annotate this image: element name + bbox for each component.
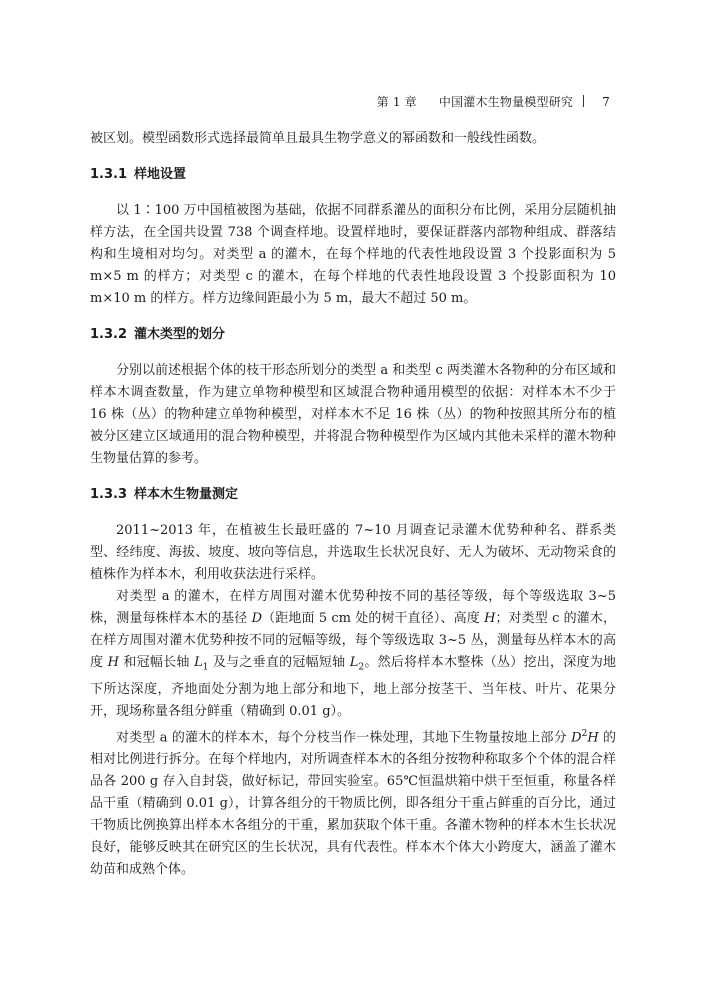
intro-paragraph: 被区划。模型函数形式选择最简单且最具生物学意义的幂函数和一般线性函数。 (90, 131, 546, 146)
header-separator (583, 95, 584, 107)
header-chapter: 第 1 章 (376, 95, 417, 109)
main-content (90, 128, 616, 881)
header-book-title: 中国灌木生物量模型研究 (438, 95, 574, 109)
section-heading-1-3-1 (90, 164, 616, 186)
section-number: 1.3.3 (90, 487, 128, 502)
paragraph-type-a-c-measurement: 对类型 a 的灌木，在样方周围对灌木优势种按不同的基径等级，每个等级选取 3~5 株，测量每株样本木的基径 D（距地面 5 cm 处的树干直径）、高度 H；对类型 c 的灌木，在样方周围对灌木优势种按不同的冠幅等级，每个等级选取 3~5 丛，测量每丛样本木的高度 H 和冠幅长轴 $L_1$ 及与之垂直的冠幅短轴 $L_2$。然后将样本木整株（丛）挖出，深度为地下所达深度，齐地面处分割为地上部分和地下，地上部分按茎干、当年枝、叶片、花果分开，现场称量各组分鲜重（精确到 0.01 g）。 (90, 589, 617, 719)
section-heading-1-3-2 (90, 324, 616, 346)
running-header (90, 93, 610, 110)
paragraph-survey-period: 2011~2013 年，在植被生长最旺盛的 7~10 月调查记录灌木优势种种名、群系类型、经纬度、海拔、坡度、坡向等信息，并选取生长状况良好、无人为破坏、无动物采食的植株作为样本木，利用收获法进行采样。 (90, 523, 616, 582)
paragraph-shrub-types: 分别以前述根据个体的枝干形态所划分的类型 a 和类型 c 两类灌木各物种的分布区域和样本木调查数量，作为建立单物种模型和区域混合物种通用模型的依据：对样本木不少于 16 株（丛）的物种建立单物种模型，对样本木不足 16 株（丛）的物种按照其所分布的植被分区建立区域通用的混合物种模型，并将混合物种模型作为区域内其他未采样的灌木物种生物量估算的参考。 (90, 363, 616, 466)
section-heading-1-3-3 (90, 484, 616, 506)
section-number: 1.3.1 (90, 167, 128, 182)
section-title: 灌木类型的划分 (134, 327, 226, 342)
paragraph-biomass-lab: 对类型 a 的灌木的样本木，每个分枝当作一株处理，其地下生物量按地上部分 $D^2H$ 的相对比例进行拆分。在每个样地内，对所调查样本木的各组分按物种称取多个个体的混合样品各 200 g 存入自封袋，做好标记，带回实验室。65℃恒温烘箱中烘干至恒重，称量各样品干重（精确到 0.01 g），计算各组分的干物质比例，即各组分干重占鲜重的百分比，通过干物质比例换算出样本木各组分的干重，累加获取个体干重。各灌木物种的样本木生长状况良好，能够反映其在研究区的生长状况，具有代表性。样本木个体大小跨度大，涵盖了灌木幼苗和成熟个体。 (90, 728, 616, 877)
paragraph-sample-plot: 以 1∶100 万中国植被图为基础，依据不同群系灌丛的面积分布比例，采用分层随机抽样方法，在全国共设置 738 个调查样地。设置样地时，要保证群落内部物种组成、群落结构和生境相对均匀。对类型 a 的灌木，在每个样地的代表性地段设置 3 个投影面积为 5 m×5 m 的样方；对类型 c 的灌木，在每个样地的代表性地段设置 3 个投影面积为 10 m×10 m 的样方。样方边缘间距最小为 5 m，最大不超过 50 m。 (90, 203, 616, 306)
header-page-number: 7 (602, 95, 610, 109)
section-title: 样本木生物量测定 (134, 487, 239, 502)
section-title: 样地设置 (134, 167, 187, 182)
section-number: 1.3.2 (90, 327, 128, 342)
